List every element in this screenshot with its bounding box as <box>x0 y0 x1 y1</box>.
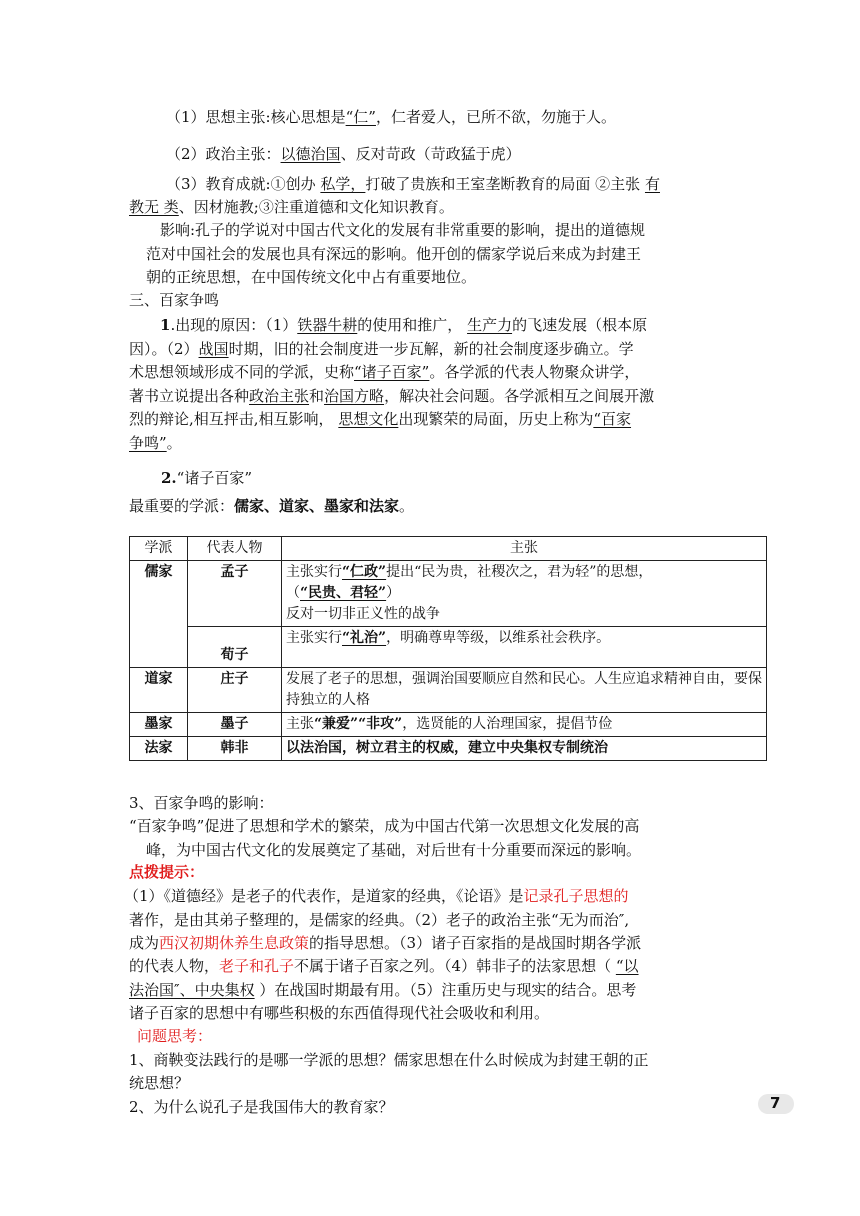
tips-title: 点拨提示： <box>129 863 205 881</box>
idea-cell: 发展了老子的思想，强调治国要顺应自然和民心。人生应追求精神自由，要保持独立的人格 <box>282 668 767 713</box>
header-person: 代表人物 <box>188 537 282 561</box>
idea-cell: 主张“兼爱”“非攻”，选贤能的人治理国家，提倡节俭 <box>282 713 767 737</box>
table-row <box>130 627 767 668</box>
influence-title: 3、百家争鸣的影响： <box>129 794 274 812</box>
influence-line-1: 影响:孔子的学说对中国古代文化的发展有非常重要的影响，提出的道德规 <box>160 221 646 239</box>
tips-line-5: 法治国″、中央集权 ）在战国时期最有用。（5）注重历史与现实的结合。思考 <box>129 981 637 999</box>
influence-line-3: 朝的正统思想，在中国传统文化中占有重要地位。 <box>146 268 477 286</box>
page-number-badge <box>758 1094 794 1114</box>
school-cell: 道家 <box>130 668 188 713</box>
influence-line-2: 范对中国社会的发展也具有深远的影响。他开创的儒家学说后来成为封建王 <box>146 245 642 263</box>
mengzi-line-1: 主张实行“仁政”提出“民为贵，社稷次之，君为轻”的思想， <box>286 564 653 580</box>
table-row <box>130 668 767 713</box>
table-row <box>130 561 767 627</box>
mengzi-line-2: （“民贵、君轻”） <box>286 585 401 601</box>
tips-line-3: 成为西汉初期休养生息政策的指导思想。（3）诸子百家指的是战国时期各学派 <box>129 934 642 952</box>
politics-line: （2）政治主张：以德治国、反对苛政（苛政猛于虎） <box>166 145 521 163</box>
questions-title: 问题思考： <box>137 1027 213 1045</box>
education-line-1: （3）教育成就:①创办 私学，打破了贵族和王室垄断教育的局面 ②主张 有 <box>166 175 660 193</box>
header-idea: 主张 <box>282 537 767 561</box>
tips-line-6: 诸子百家的思想中有哪些积极的东西值得现代社会吸收和利用。 <box>129 1004 550 1022</box>
tips-line-2: 著作，是由其弟子整理的，是儒家的经典。（2）老子的政治主张“无为而治″, <box>129 911 630 929</box>
tips-line-1: （1）《道德经》是老子的代表作，是道家的经典，《论语》是记录孔子思想的 <box>124 887 629 905</box>
page-number: 7 <box>770 1094 781 1112</box>
idea-cell: 以法治国，树立君主的权威，建立中央集权专制统治 <box>282 737 767 761</box>
question-1b: 统思想？ <box>129 1074 190 1092</box>
school-cell: 儒家 <box>130 561 188 668</box>
school-cell: 墨家 <box>130 713 188 737</box>
person-cell: 孟子 <box>188 561 282 627</box>
idea-cell: 主张实行“礼治”，明确尊卑等级，以维系社会秩序。 <box>282 627 767 668</box>
tips-line-4: 的代表人物，老子和孔子不属于诸子百家之列。（4）韩非子的法家思想（ “以 <box>129 957 639 975</box>
school-cell: 法家 <box>130 737 188 761</box>
person-cell: 荀子 <box>188 627 282 668</box>
schools-heading: 2.“诸子百家” <box>161 469 253 487</box>
influence-text-1: “百家争鸣”促进了思想和学术的繁荣，成为中国古代第一次思想文化发展的高 <box>129 817 640 835</box>
table-row <box>130 713 767 737</box>
table-header-row <box>130 537 767 561</box>
cause-line-3: 术思想领域形成不同的学派，史称“诸子百家”。各学派的代表人物聚众讲学， <box>129 363 640 381</box>
person-cell: 庄子 <box>188 668 282 713</box>
influence-text-2: 峰，为中国古代文化的发展奠定了基础，对后世有十分重要而深远的影响。 <box>146 841 642 859</box>
cause-line-4: 著书立说提出各种政治主张和治国方略，解决社会问题。各学派相互之间展开激 <box>129 387 655 405</box>
thought-line: （1）思想主张:核心思想是“仁”，仁者爱人，已所不欲，勿施于人。 <box>166 108 616 126</box>
schools-table <box>129 536 767 761</box>
question-1a: 1、商鞅变法践行的是哪一学派的思想？儒家思想在什么时候成为封建王朝的正 <box>129 1051 649 1069</box>
cause-line-2: 因）。（2）战国时期，旧的社会制度进一步瓦解，新的社会制度逐步确立。学 <box>129 340 634 358</box>
person-cell: 韩非 <box>188 737 282 761</box>
person-cell: 墨子 <box>188 713 282 737</box>
mengzi-line-3: 反对一切非正义性的战争 <box>286 606 440 622</box>
main-schools-line: 最重要的学派：儒家、道家、墨家和法家。 <box>129 497 415 515</box>
cause-line-6: 争鸣”。 <box>129 434 182 452</box>
question-2: 2、为什么说孔子是我国伟大的教育家？ <box>129 1098 394 1116</box>
education-line-2: 教无 类、因材施教;③注重道德和文化知识教育。 <box>129 198 454 216</box>
table-row <box>130 737 767 761</box>
cause-line-1: 1.出现的原因：（1）铁器牛耕的使用和推广， 生产力的飞速发展（根本原 <box>160 316 648 334</box>
cause-line-5: 烈的辩论,相互抨击,相互影响， 思想文化出现繁荣的局面，历史上称为“百家 <box>129 410 632 428</box>
header-school: 学派 <box>130 537 188 561</box>
idea-cell <box>282 561 767 627</box>
section-heading: 三、百家争鸣 <box>129 291 220 309</box>
